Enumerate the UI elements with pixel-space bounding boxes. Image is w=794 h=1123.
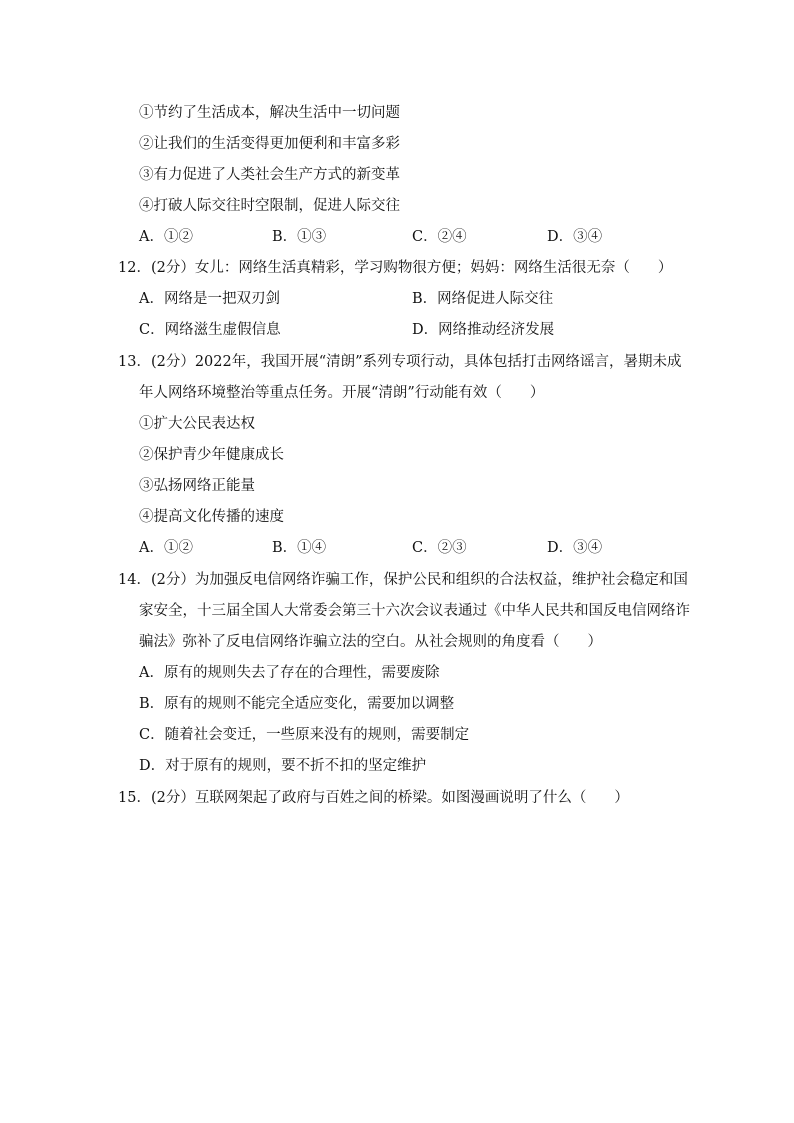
- q13-statement-1: ①扩大公民表达权: [139, 416, 255, 432]
- q14-stem-text: 骗法》弥补了反电信网络诈骗立法的空白。从社会规则的角度看（: [139, 634, 560, 650]
- q13-option-c: C．②③: [412, 540, 467, 556]
- q12-option-b: B．网络促进人际交往: [412, 291, 554, 307]
- q12-option-a: A．网络是一把双刃剑: [139, 291, 280, 307]
- q11-option-b: B．①③: [272, 229, 327, 245]
- q13-stem-line-1: 13．(2分）2022年，我国开展“清朗”系列专项行动，具体包括打击网络谣言，暑期未成: [118, 354, 682, 370]
- q14-stem-line-3: [139, 632, 602, 652]
- q13-stem-text: 年人网络环境整治等重点任务。开展“清朗”行动能有效（: [139, 385, 502, 401]
- q15-stem-text: 15．(2分）互联网架起了政府与百姓之间的桥梁。如图漫画说明了什么（: [118, 790, 587, 806]
- q13-paren-close: ）: [529, 385, 545, 401]
- q11-option-a: A．①②: [139, 229, 193, 245]
- q12-option-d: D．网络推动经济发展: [412, 322, 555, 338]
- q14-option-d: D．对于原有的规则，要不折不扣的坚定维护: [139, 758, 427, 774]
- q11-option-c: C．②④: [412, 229, 467, 245]
- q15-stem: [118, 788, 629, 808]
- q13-stem-line-2: [139, 383, 544, 403]
- q12-stem-text: 12．(2分）女儿：网络生活真精彩，学习购物很方便；妈妈：网络生活很无奈（: [118, 260, 630, 276]
- q11-statement-4: ④打破人际交往时空限制，促进人际交往: [139, 198, 400, 214]
- q14-option-c: C．随着社会变迁，一些原来没有的规则，需要制定: [139, 727, 470, 743]
- q12-paren-close: ）: [657, 260, 673, 276]
- q11-statement-1: ①节约了生活成本，解决生活中一切问题: [139, 105, 400, 121]
- q14-stem-line-1: 14．(2分）为加强反电信网络诈骗工作，保护公民和组织的合法权益，维护社会稳定和国: [118, 572, 688, 588]
- q13-option-a: A．①②: [139, 540, 193, 556]
- q14-option-b: B．原有的规则不能完全适应变化，需要加以调整: [139, 696, 455, 712]
- q13-statement-3: ③弘扬网络正能量: [139, 478, 255, 494]
- q13-option-b: B．①④: [272, 540, 327, 556]
- q15-paren-close: ）: [614, 790, 629, 806]
- q11-statement-2: ②让我们的生活变得更加便利和丰富多彩: [139, 136, 400, 152]
- q13-statement-2: ②保护青少年健康成长: [139, 447, 284, 463]
- q13-option-d: D．③④: [547, 540, 603, 556]
- q11-statement-3: ③有力促进了人类社会生产方式的新变革: [139, 167, 400, 183]
- q12-option-c: C．网络滋生虚假信息: [139, 322, 281, 338]
- q13-statement-4: ④提高文化传播的速度: [139, 509, 284, 525]
- q12-stem: [118, 258, 672, 278]
- q14-stem-line-2: 家安全，十三届全国人大常委会第三十六次会议表通过《中华人民共和国反电信网络诈: [139, 603, 690, 619]
- q11-option-d: D．③④: [547, 229, 603, 245]
- q14-option-a: A．原有的规则失去了存在的合理性，需要废除: [139, 665, 440, 681]
- q14-paren-close: ）: [587, 634, 602, 650]
